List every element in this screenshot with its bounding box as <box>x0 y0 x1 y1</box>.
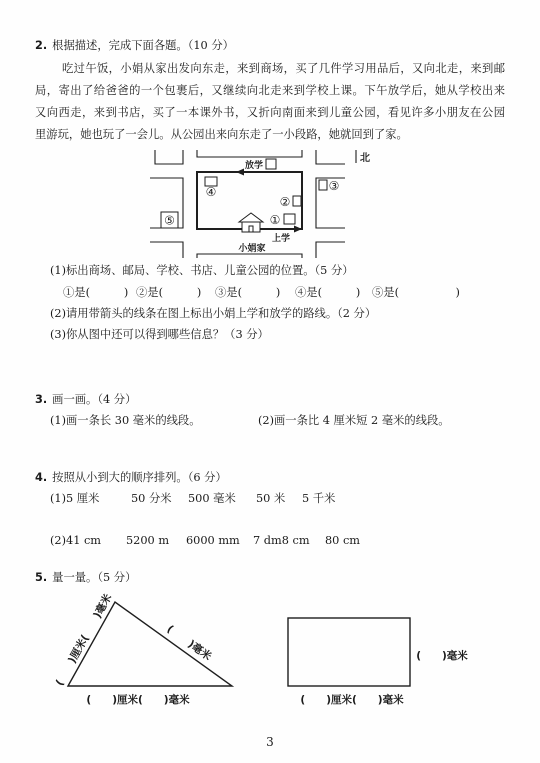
map-road <box>197 150 302 157</box>
go-to-school-label: 上学 <box>271 234 291 244</box>
marker-2: ② <box>279 195 291 209</box>
marker-1: ① <box>269 213 281 227</box>
question-3-2: (2)画一条比 4 厘米短 2 毫米的线段。 <box>258 414 450 427</box>
arrow-left-icon <box>236 169 244 176</box>
section-4-number: 4. <box>35 471 48 484</box>
page-number: 3 <box>266 735 274 749</box>
question-2-2: (2)请用带箭头的线条在图上标出小娟上学和放学的路线。（2 分） <box>50 307 377 320</box>
section-3-number: 3. <box>35 393 48 406</box>
quantity-item: 5 千米 <box>302 492 336 505</box>
quantity-item: 50 分米 <box>131 492 172 505</box>
story-line: 吃过午饭，小娟从家出发向东走，来到商场，买了几件学习用品后，又向北走，来到邮 <box>62 62 505 75</box>
rectangle-right-side-label: ( )毫米 <box>416 650 468 662</box>
section-3-title: 画一画。（4 分） <box>52 393 137 406</box>
leave-school-label: 放学 <box>244 161 264 171</box>
section-2-title: 根据描述，完成下面各题。（10 分） <box>52 39 234 52</box>
question-2-3: (3)你从图中还可以得到哪些信息？（3 分） <box>50 328 269 341</box>
section-5-heading <box>35 571 136 585</box>
section-4-heading <box>35 471 227 485</box>
section-2-heading <box>35 39 234 53</box>
quantity-item: (2)41 cm <box>50 534 102 547</box>
map-road <box>316 150 345 164</box>
map-diagram <box>140 145 380 263</box>
question-2-1: (1)标出商场、邮局、学校、书店、儿童公园的位置。（5 分） <box>50 264 354 277</box>
rectangle-shape <box>288 618 410 686</box>
story-line: 又向西走，来到书店，买了一本课外书，又折向南面来到儿童公园，看见许多小朋友在公园 <box>35 106 505 119</box>
map-road <box>150 242 183 258</box>
blank-item: ①是( ) <box>63 286 129 299</box>
quantity-item: 5200 m <box>126 534 170 547</box>
north-label: 北 <box>360 153 370 164</box>
marker-4: ④ <box>205 185 217 199</box>
story-line: 局，寄出了给爸爸的一个包裹后，又继续向北走来到学校上课。下午放学后，她从学校出来 <box>35 84 505 97</box>
section-2-number: 2. <box>35 39 48 52</box>
map-road <box>155 150 183 164</box>
quantity-item: 6000 mm <box>186 534 240 547</box>
building-marker <box>293 196 301 206</box>
quantity-item: 80 cm <box>325 534 361 547</box>
blank-item: ②是( ) <box>136 286 202 299</box>
marker-3: ③ <box>328 179 340 193</box>
house-icon <box>239 213 263 232</box>
quantity-item: 7 dm8 cm <box>253 534 310 547</box>
section-5-number: 5. <box>35 571 48 584</box>
home-label: 小娟家 <box>238 244 266 254</box>
quantity-item: (1)5 厘米 <box>50 492 100 505</box>
section-5-title: 量一量。（5 分） <box>52 571 137 584</box>
quantity-item: 500 毫米 <box>188 492 236 505</box>
triangle-right-side-label: ( )毫米 <box>164 623 214 663</box>
building-marker <box>284 214 295 224</box>
building-marker <box>319 180 327 190</box>
story-line: 里游玩，她也玩了一会儿。从公园出来向东走了一小段路，她就回到了家。 <box>35 128 408 141</box>
rectangle-bottom-label: ( )厘米( )毫米 <box>300 694 404 706</box>
marker-5: ⑤ <box>164 213 175 228</box>
map-road <box>316 242 345 258</box>
blank-item: ⑤是( ) <box>372 286 460 299</box>
quantity-item: 50 米 <box>256 492 286 505</box>
question-3-1: (1)画一条长 30 毫米的线段。 <box>50 414 201 427</box>
triangle-bottom-label: ( )厘米( )毫米 <box>86 694 190 706</box>
arrow-right-icon <box>294 226 302 233</box>
triangle-left-side-label: ( )厘米( )毫米 <box>53 592 115 688</box>
blank-item: ④是( ) <box>295 286 361 299</box>
blank-item: ③是( ) <box>215 286 281 299</box>
section-3-heading <box>35 393 136 407</box>
school-building-marker <box>266 159 276 169</box>
map-road <box>197 254 302 258</box>
section-4-title: 按照从小到大的顺序排列。（6 分） <box>52 471 227 484</box>
